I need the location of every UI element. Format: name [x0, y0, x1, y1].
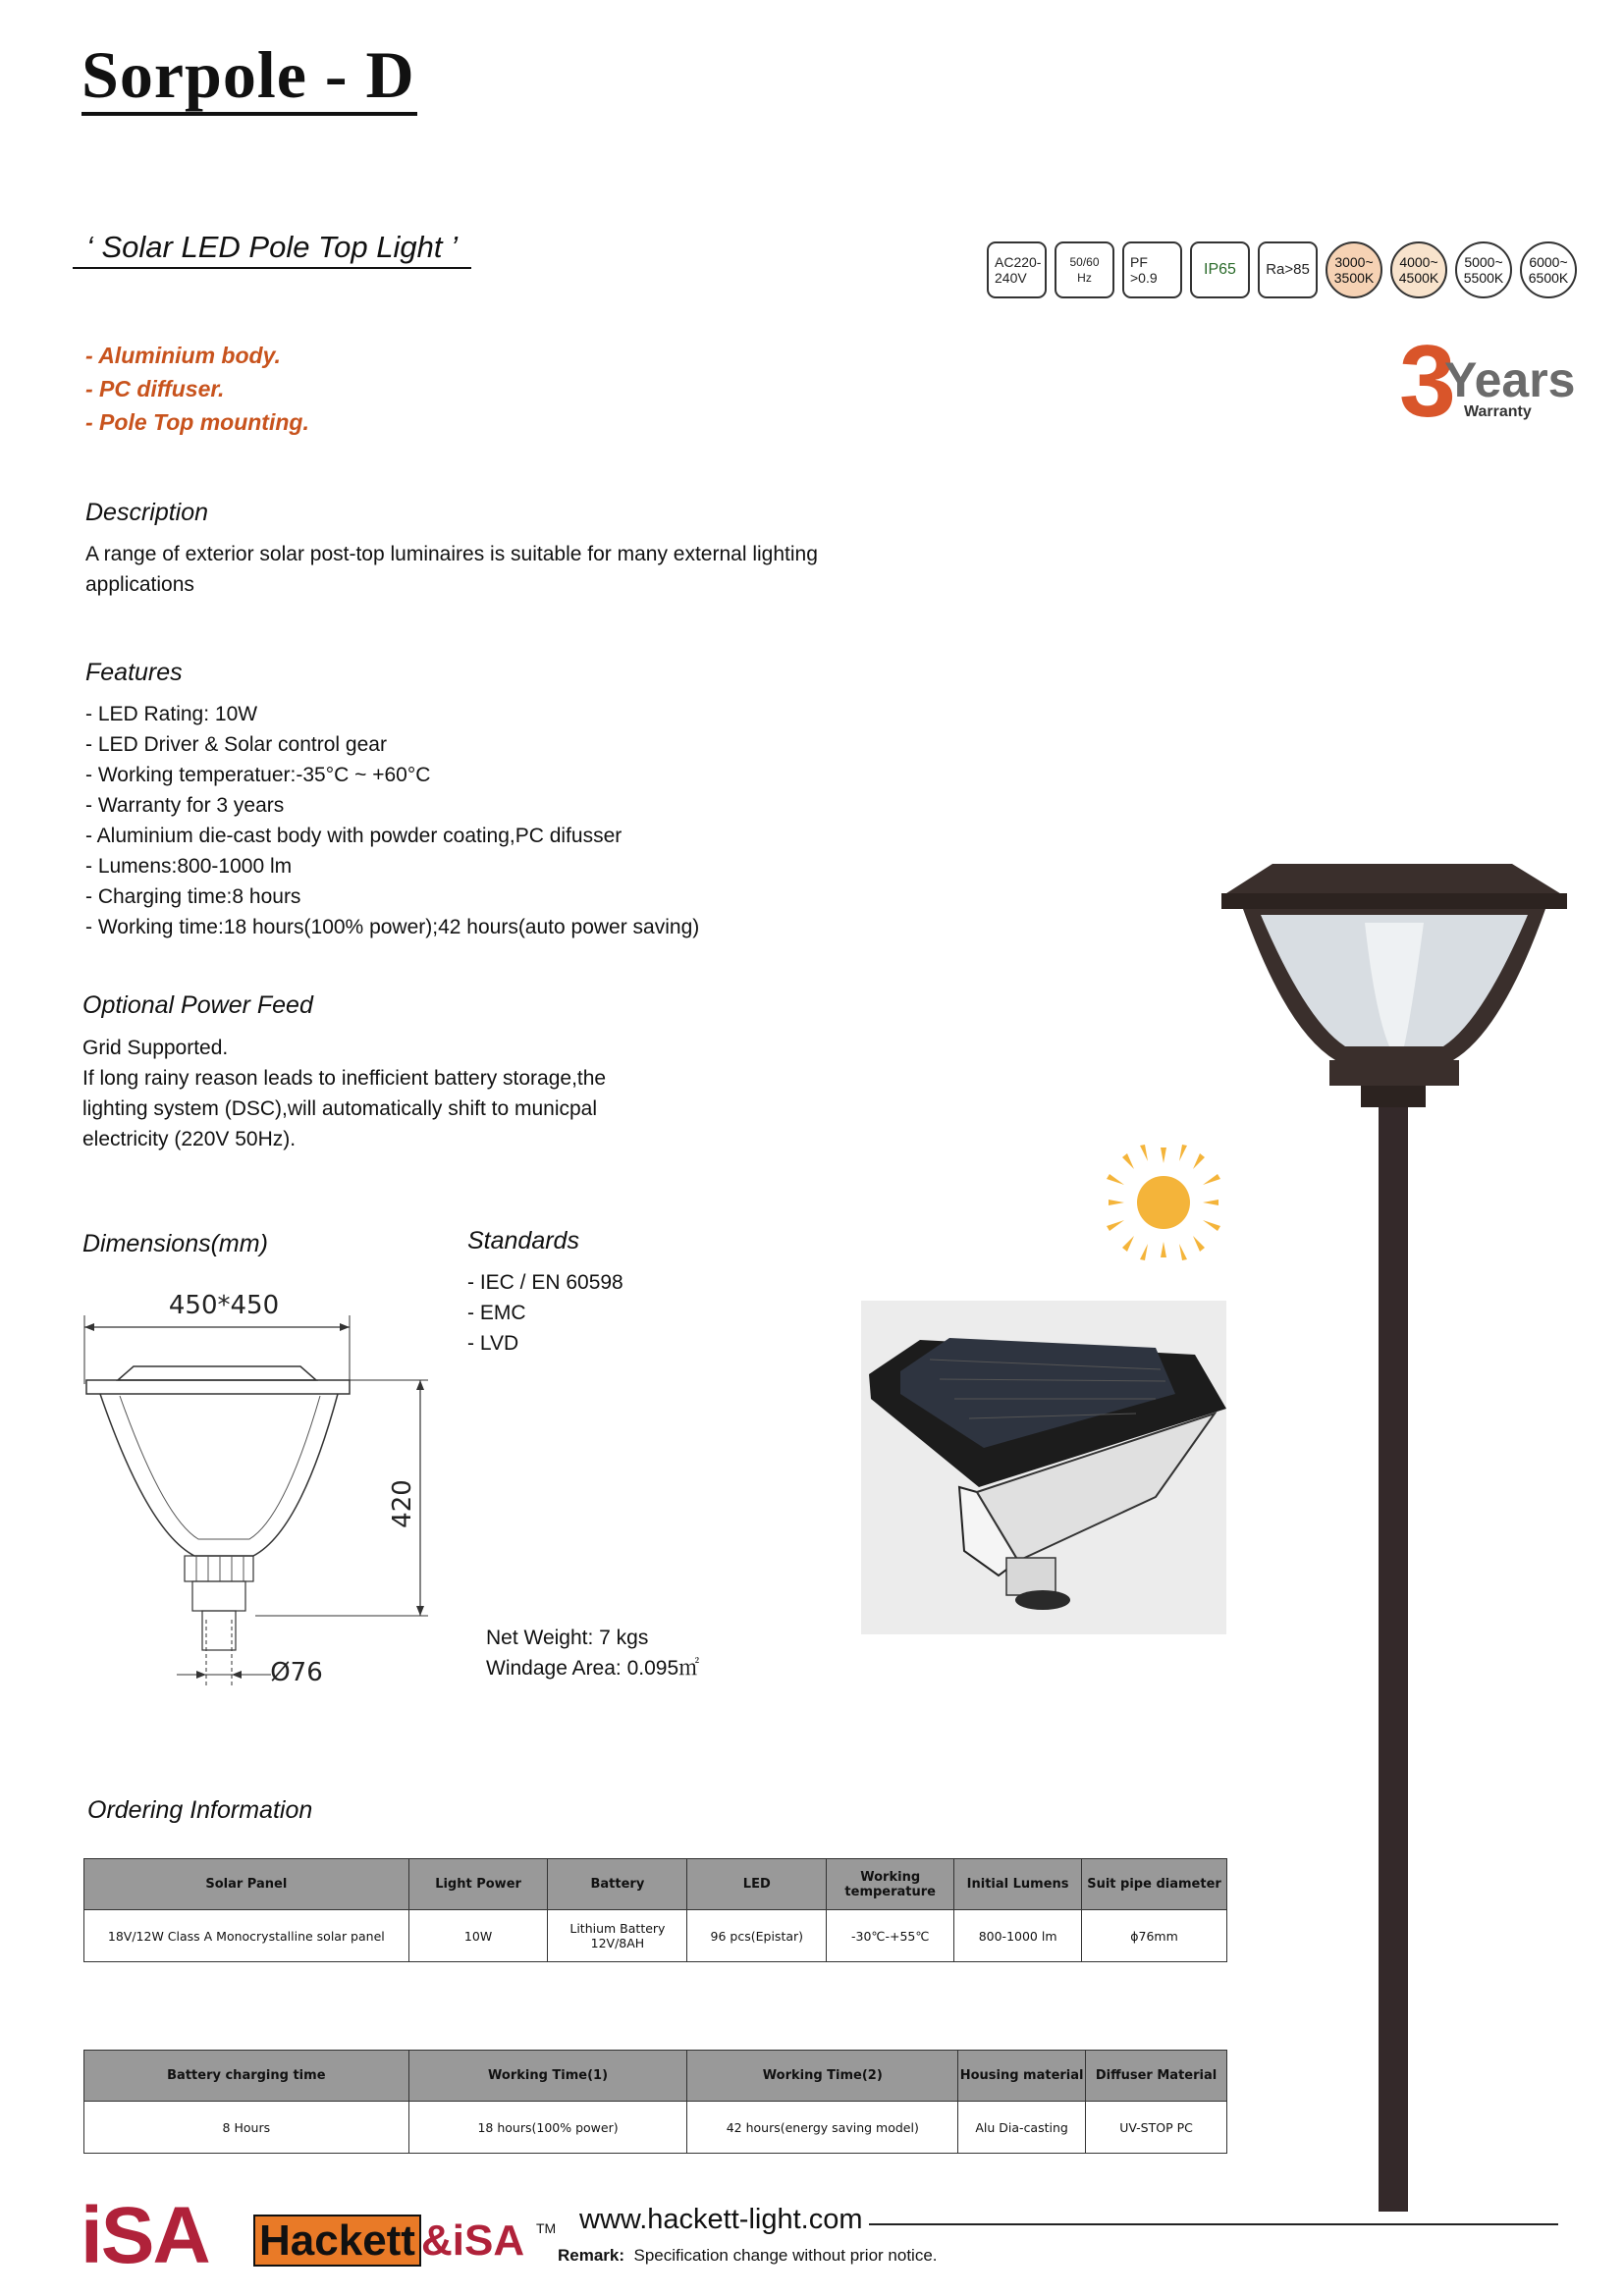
- cct-badge-4000k: 4000~ 4500K: [1390, 241, 1447, 298]
- warranty-number: 3: [1399, 325, 1456, 439]
- table-header: Light Power: [408, 1859, 548, 1910]
- dimension-drawing: [79, 1286, 442, 1698]
- ip-rating-badge: IP65: [1190, 241, 1250, 298]
- table-cell: 800-1000 lm: [954, 1910, 1082, 1962]
- physical-specs: [486, 1623, 699, 1683]
- table-cell: ϕ76mm: [1082, 1910, 1227, 1962]
- table-header: Working temperature: [827, 1859, 954, 1910]
- cri-badge: Ra>85: [1258, 241, 1318, 298]
- table-row: [84, 2102, 1227, 2154]
- warranty-label: Warranty: [1464, 403, 1532, 420]
- warranty-word: Years: [1444, 352, 1576, 407]
- table-header: Suit pipe diameter: [1082, 1859, 1227, 1910]
- highlight-item: - PC diffuser.: [85, 376, 225, 401]
- standard-item: - LVD: [467, 1332, 519, 1355]
- standard-item: - EMC: [467, 1302, 526, 1324]
- feature-item: - Working time:18 hours(100% power);42 hours(auto power saving): [85, 916, 700, 938]
- table-header-row: [84, 1859, 1227, 1910]
- highlight-item: - Pole Top mounting.: [85, 409, 309, 435]
- highlight-item: - Aluminium body.: [85, 343, 281, 368]
- table-cell: 18V/12W Class A Monocrystalline solar panel: [84, 1910, 409, 1962]
- table-header-row: [84, 2051, 1227, 2102]
- feature-item: - LED Driver & Solar control gear: [85, 733, 387, 756]
- feature-item: - Working temperatuer:-35°C ~ +60°C: [85, 764, 431, 786]
- feature-item: - Aluminium die-cast body with powder coating,PC difusser: [85, 825, 623, 847]
- frequency-badge: 50/60 Hz: [1055, 241, 1114, 298]
- product-photo: [861, 1301, 1226, 1634]
- net-weight: Net Weight: 7 kgs: [486, 1627, 649, 1649]
- table-header: Initial Lumens: [954, 1859, 1082, 1910]
- isa-logo: iSA: [81, 2191, 209, 2280]
- footer-divider: [869, 2223, 1558, 2225]
- hackett-isa-logo: Hackett &iSA: [253, 2216, 524, 2266]
- table-cell: 18 hours(100% power): [408, 2102, 687, 2154]
- table-header: Diffuser Material: [1086, 2051, 1227, 2102]
- cct-badge-6000k: 6000~ 6500K: [1520, 241, 1577, 298]
- diameter-label: Ø76: [270, 1658, 323, 1687]
- description-heading: Description: [85, 499, 209, 526]
- table-cell: 8 Hours: [84, 2102, 409, 2154]
- table-header: Battery: [548, 1859, 687, 1910]
- table-cell: -30℃-+55℃: [827, 1910, 954, 1962]
- table-header: Solar Panel: [84, 1859, 409, 1910]
- ordering-heading: Ordering Information: [87, 1796, 313, 1824]
- website-link[interactable]: www.hackett-light.com: [579, 2204, 863, 2235]
- feature-item: - Warranty for 3 years: [85, 794, 285, 817]
- feature-item: - Lumens:800-1000 lm: [85, 855, 293, 878]
- standard-item: - IEC / EN 60598: [467, 1271, 623, 1294]
- table-header: LED: [687, 1859, 827, 1910]
- width-label: 450*450: [168, 1291, 280, 1320]
- table-header: Working Time(2): [687, 2051, 958, 2102]
- features-heading: Features: [85, 659, 183, 686]
- spec-badges: [987, 241, 1577, 298]
- highlight-list: [85, 339, 309, 439]
- features-list: [85, 699, 699, 942]
- cct-badge-5000k: 5000~ 5500K: [1455, 241, 1512, 298]
- product-subtitle: ‘ Solar LED Pole Top Light ’: [73, 230, 471, 269]
- feature-item: - Charging time:8 hours: [85, 885, 301, 908]
- power-feed-text: Grid Supported. If long rainy reason leads to inefficient battery storage,the lighting system (DSC),will automatically shift to municpal electricity (220V 50Hz).: [82, 1037, 607, 1150]
- description-text: A range of exterior solar post-top luminaires is suitable for many external lighting applications: [85, 543, 818, 596]
- windage-area: Windage Area: 0.095㎡: [486, 1657, 700, 1680]
- ordering-table-1: [83, 1858, 1227, 1962]
- table-cell: Lithium Battery 12V/8AH: [548, 1910, 687, 1962]
- remark-note: Remark: Specification change without prior notice.: [558, 2246, 938, 2265]
- feature-item: - LED Rating: 10W: [85, 703, 258, 725]
- table-header: Working Time(1): [408, 2051, 687, 2102]
- standards-list: [467, 1267, 623, 1359]
- sun-icon: [1105, 1144, 1222, 1261]
- page-title: Sorpole - D: [81, 37, 417, 116]
- trademark-mark: TM: [536, 2220, 557, 2236]
- voltage-badge: AC220- 240V: [987, 241, 1047, 298]
- power-factor-badge: PF >0.9: [1122, 241, 1182, 298]
- power-feed-heading: Optional Power Feed: [82, 991, 313, 1019]
- warranty-badge: [1399, 325, 1576, 439]
- cct-badge-3000k: 3000~ 3500K: [1326, 241, 1382, 298]
- ordering-table-2: [83, 2050, 1227, 2154]
- table-row: [84, 1910, 1227, 1962]
- table-header: Battery charging time: [84, 2051, 409, 2102]
- standards-heading: Standards: [467, 1227, 579, 1255]
- height-label: 420: [388, 1479, 417, 1528]
- dimensions-heading: Dimensions(mm): [82, 1230, 268, 1257]
- table-cell: 42 hours(energy saving model): [687, 2102, 958, 2154]
- pole-illustration: [1218, 864, 1571, 2228]
- table-cell: UV-STOP PC: [1086, 2102, 1227, 2154]
- table-cell: Alu Dia-casting: [958, 2102, 1086, 2154]
- table-cell: 10W: [408, 1910, 548, 1962]
- table-header: Housing material: [958, 2051, 1086, 2102]
- table-cell: 96 pcs(Epistar): [687, 1910, 827, 1962]
